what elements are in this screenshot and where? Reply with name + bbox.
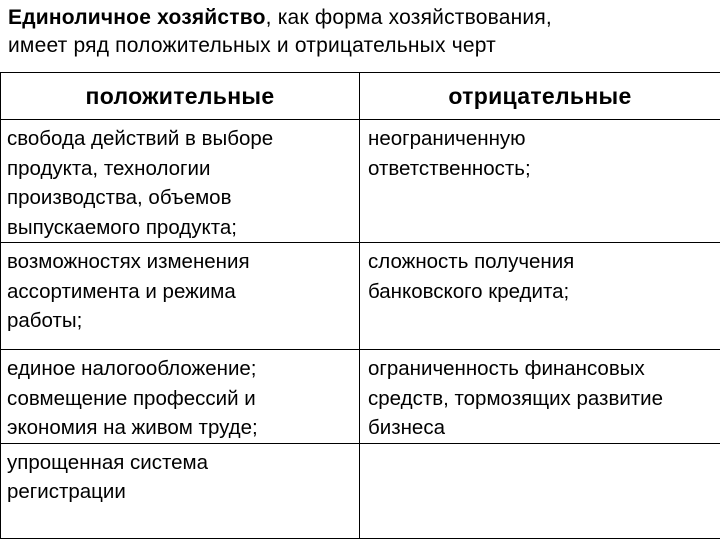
header-negative: отрицательные — [360, 73, 720, 120]
cell-line: работы; — [7, 309, 83, 332]
heading-bold-term: Единоличное хозяйство — [8, 6, 266, 29]
cell-line: производства, объемов — [7, 186, 232, 209]
cell-line: совмещение профессий и — [7, 386, 256, 410]
heading-line-1 — [8, 4, 714, 32]
cell-line: ассортимента и режима — [7, 279, 236, 303]
cell-line: банковского кредита; — [368, 279, 570, 303]
cell-line: регистрации — [7, 480, 126, 503]
positive-cell — [1, 120, 360, 243]
table-row — [1, 120, 720, 243]
header-positive: положительные — [1, 73, 360, 120]
cell-line: выпускаемого продукта; — [7, 215, 237, 239]
positive-cell — [1, 243, 360, 350]
table-row — [1, 443, 720, 538]
negative-cell — [360, 243, 720, 350]
heading-line-2: имеет ряд положительных и отрицательных черт — [8, 34, 496, 57]
cell-line: возможностях изменения — [7, 250, 250, 273]
cell-line: ответственность; — [368, 156, 531, 180]
cell-line: продукта, технологии — [7, 156, 211, 180]
cell-line: средств, тормозящих развитие — [368, 386, 664, 410]
positive-cell — [1, 443, 360, 538]
cell-line: бизнеса — [368, 416, 445, 439]
table-header-row — [1, 73, 720, 120]
negative-cell — [360, 350, 720, 444]
table-row — [1, 243, 720, 350]
cell-line: неограниченную — [368, 127, 526, 150]
cell-line: сложность получения — [368, 250, 575, 273]
comparison-table — [0, 72, 720, 539]
cell-line: ограниченность финансовых — [368, 357, 645, 380]
table-row — [1, 350, 720, 444]
negative-cell — [360, 120, 720, 243]
heading-line-1-rest: , как форма хозяйствования, — [265, 6, 552, 29]
cell-line: экономия на живом труде; — [7, 416, 258, 439]
cell-line: упрощенная система — [7, 450, 209, 474]
negative-cell-empty — [360, 443, 720, 538]
page-heading — [8, 4, 714, 60]
cell-line: единое налогообложение; — [7, 357, 257, 380]
cell-line: свобода действий в выборе — [7, 127, 274, 150]
positive-cell — [1, 350, 360, 444]
